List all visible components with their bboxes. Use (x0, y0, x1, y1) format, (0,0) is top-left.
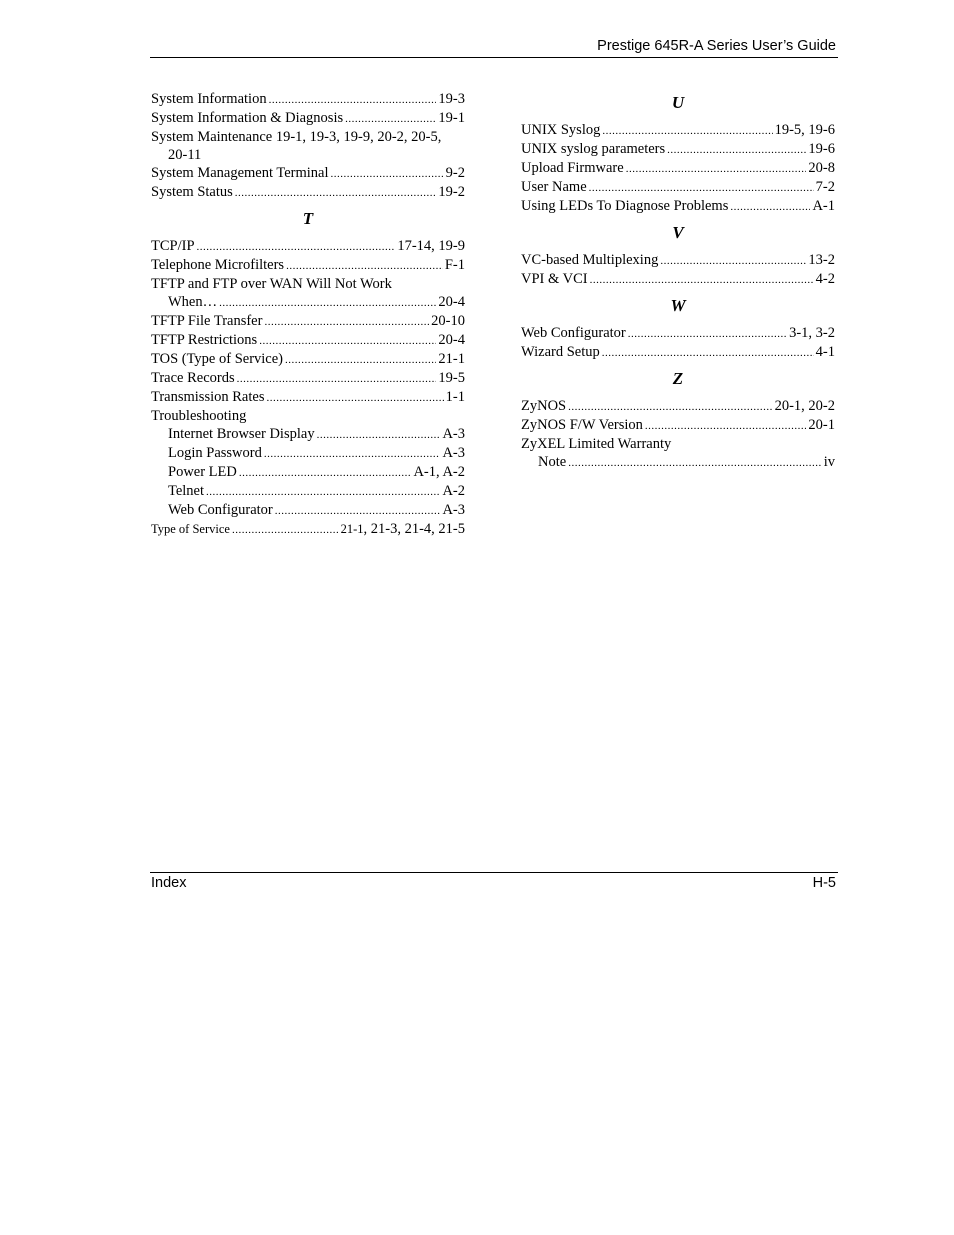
index-entry: Type of Service ..... 21-1, 21-3, 21-4, 21-5 (151, 520, 465, 539)
footer-section-name: Index (151, 875, 187, 891)
index-subentry: Login Password ..... A-3 (151, 444, 465, 463)
index-column-left (151, 90, 465, 539)
section-letter-t: T (302, 209, 314, 228)
running-header: Prestige 645R-A Series User’s Guide (597, 38, 836, 54)
footer-rule (150, 872, 838, 873)
index-entry: VC-based Multiplexing ..... 13-2 (521, 251, 835, 270)
index-subentry: When… ..... 20-4 (151, 293, 465, 312)
index-entry: TFTP File Transfer ..... 20-10 (151, 312, 465, 331)
index-entry: System Information & Diagnosis ..... 19-1 (151, 109, 465, 128)
section-letter-z: Z (672, 369, 684, 388)
section-letter-w: W (670, 296, 686, 315)
index-column-right (521, 92, 835, 472)
index-entry: ZyXEL Limited Warranty (521, 436, 672, 452)
index-entry: Telephone Microfilters ..... F-1 (151, 256, 465, 275)
index-entry: System Status ..... 19-2 (151, 183, 465, 202)
index-subentry: Telnet ..... A-2 (151, 482, 465, 501)
index-entry: TOS (Type of Service) ..... 21-1 (151, 350, 465, 369)
index-entry: TFTP and FTP over WAN Will Not Work (151, 276, 392, 292)
page-number: H-5 (812, 875, 836, 891)
section-letter-v: V (672, 223, 684, 242)
index-entry: Upload Firmware ..... 20-8 (521, 159, 835, 178)
index-entry: Wizard Setup ..... 4-1 (521, 343, 835, 362)
index-entry: ZyNOS ..... 20-1, 20-2 (521, 397, 835, 416)
index-subentry: Note ..... iv (521, 453, 835, 472)
index-entry: UNIX syslog parameters ..... 19-6 (521, 140, 835, 159)
section-letter-u: U (671, 93, 685, 112)
index-entry: Using LEDs To Diagnose Problems ..... A-1 (521, 197, 835, 216)
header-rule (150, 57, 838, 58)
index-subentry: Power LED ..... A-1, A-2 (151, 463, 465, 482)
index-subentry: Web Configurator ..... A-3 (151, 501, 465, 520)
index-entry: TFTP Restrictions ..... 20-4 (151, 331, 465, 350)
index-entry: Web Configurator ..... 3-1, 3-2 (521, 324, 835, 343)
index-entry: Troubleshooting (151, 408, 247, 424)
index-entry: ZyNOS F/W Version ..... 20-1 (521, 416, 835, 435)
index-entry: UNIX Syslog ..... 19-5, 19-6 (521, 121, 835, 140)
index-entry: VPI & VCI ..... 4-2 (521, 270, 835, 289)
index-entry: User Name ..... 7-2 (521, 178, 835, 197)
index-entry: Transmission Rates ..... 1-1 (151, 388, 465, 407)
index-entry: TCP/IP ..... 17-14, 19-9 (151, 237, 465, 256)
index-entry: System Maintenance 19-1, 19-3, 19-9, 20-2, 20-5, 20-11 (151, 129, 442, 163)
index-entry: System Information ..... 19-3 (151, 90, 465, 109)
index-entry: Trace Records ..... 19-5 (151, 369, 465, 388)
index-subentry: Internet Browser Display ..... A-3 (151, 425, 465, 444)
index-entry: System Management Terminal ..... 9-2 (151, 164, 465, 183)
